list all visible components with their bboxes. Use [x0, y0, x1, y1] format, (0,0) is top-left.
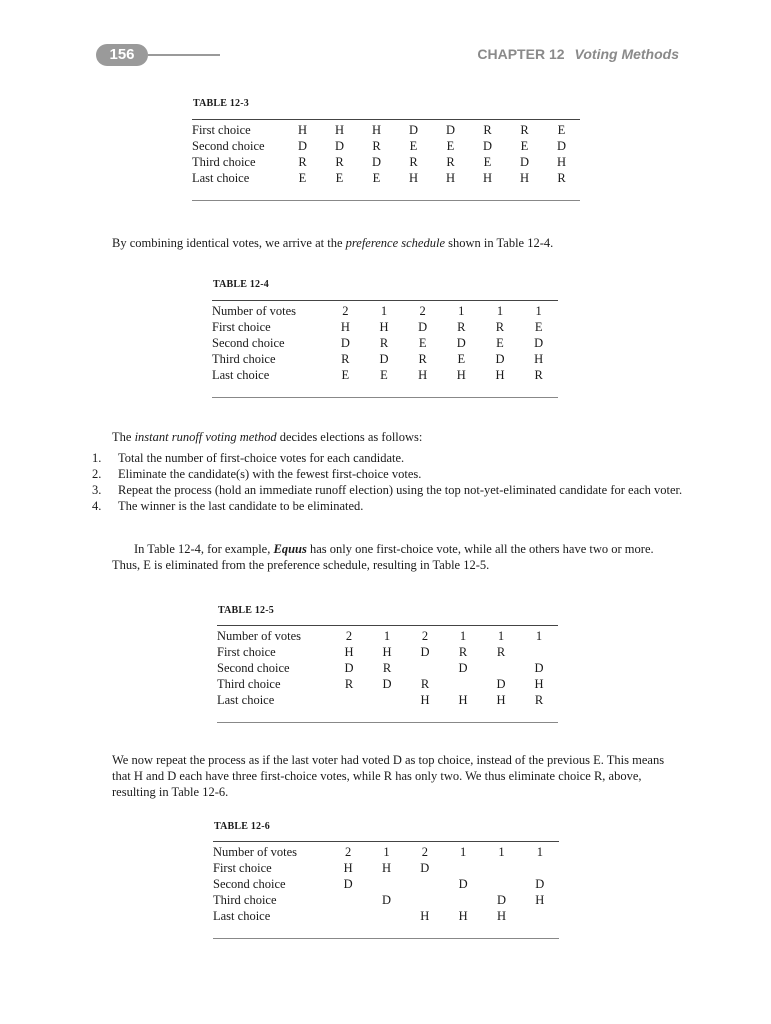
row-label: First choice — [192, 123, 251, 137]
table-row — [217, 644, 558, 660]
table-cell: 2 — [345, 845, 352, 859]
table-cell: E — [335, 171, 344, 185]
table-cell: H — [458, 909, 468, 923]
table-cell: 2 — [421, 845, 428, 859]
chapter-title: Voting Methods — [574, 46, 679, 62]
table-cell — [406, 660, 444, 676]
table-cell: D — [343, 877, 353, 891]
table-cell: R — [298, 155, 307, 169]
table-cell: D — [420, 861, 430, 875]
table-row — [212, 301, 558, 320]
list-item — [92, 466, 692, 482]
table-cell: D — [496, 893, 506, 907]
table-row — [212, 335, 558, 351]
table-cell: H — [535, 893, 545, 907]
table-cell: 2 — [419, 304, 426, 318]
table-cell: 1 — [498, 845, 505, 859]
table-cell: E — [534, 320, 543, 334]
table-cell: H — [420, 693, 430, 707]
table-cell: D — [534, 661, 544, 675]
list-item-text: The winner is the last candidate to be eliminated. — [118, 499, 364, 513]
table-cell — [406, 876, 444, 892]
table-row — [213, 876, 559, 892]
table-cell — [406, 892, 444, 908]
table-cell — [444, 676, 482, 692]
table-row — [212, 319, 558, 335]
table-cell: E — [409, 139, 418, 153]
running-header — [477, 46, 679, 62]
table-cell: R — [418, 352, 427, 366]
table-cell: R — [458, 645, 468, 659]
table-cell: D — [334, 139, 345, 153]
table-cell: R — [496, 645, 506, 659]
table-cell: D — [408, 123, 419, 137]
table-cell: D — [519, 155, 530, 169]
table-cell — [329, 892, 367, 908]
table-12-5-caption: TABLE 12-5 — [218, 605, 274, 616]
table-cell: H — [445, 171, 456, 185]
table-cell: D — [496, 677, 506, 691]
table-cell: R — [457, 320, 466, 334]
table-cell: H — [408, 171, 419, 185]
table-cell: H — [420, 909, 430, 923]
table-row — [217, 692, 558, 723]
table-cell: D — [382, 677, 392, 691]
paragraph-repeat-process: We now repeat the process as if the last voter had voted D as top choice, instead of the previous E. This means that H and D each have three first-choice votes, while R has only two. We thus eliminate choice R, above, resulting in Table 12-6. — [112, 753, 665, 799]
table-cell: R — [409, 155, 418, 169]
table-cell: H — [340, 320, 350, 334]
table-12-3 — [192, 119, 580, 201]
table-cell: D — [535, 877, 545, 891]
paragraph-preference-schedule: By combining identical votes, we arrive at the preference schedule shown in Table 12-4. — [112, 236, 554, 250]
table-cell — [482, 860, 520, 876]
row-label: Third choice — [212, 352, 276, 366]
table-row — [192, 154, 580, 170]
chapter-label: CHAPTER 12 — [477, 46, 565, 62]
table-cell — [444, 892, 482, 908]
table-row — [213, 842, 559, 861]
table-cell: R — [341, 352, 350, 366]
table-cell: R — [344, 677, 354, 691]
table-cell — [482, 660, 520, 676]
term-equus: Equus — [273, 542, 307, 556]
table-cell: 1 — [496, 304, 504, 318]
table-cell: H — [482, 171, 493, 185]
list-item-number: 1. — [92, 451, 102, 465]
table-cell: 1 — [535, 629, 543, 643]
list-item-number: 3. — [92, 483, 102, 497]
table-cell: R — [372, 139, 381, 153]
table-cell: H — [343, 861, 353, 875]
table-cell: 1 — [497, 629, 505, 643]
row-label: Last choice — [192, 171, 250, 185]
row-label: Third choice — [213, 893, 277, 907]
table-cell: R — [495, 320, 505, 334]
table-cell — [368, 692, 406, 723]
row-label: Third choice — [192, 155, 256, 169]
table-cell: 1 — [535, 304, 542, 318]
table-cell: 1 — [383, 845, 390, 859]
table-cell: H — [382, 645, 392, 659]
page-number: 156 — [96, 44, 148, 66]
list-item — [92, 498, 692, 514]
table-cell: D — [381, 893, 391, 907]
table-cell: 1 — [459, 629, 467, 643]
table-cell: H — [379, 320, 389, 334]
row-label: Number of votes — [213, 845, 298, 859]
row-label: First choice — [217, 645, 276, 659]
table-cell: E — [446, 139, 455, 153]
table-row — [213, 860, 559, 876]
table-cell: R — [446, 155, 455, 169]
table-cell: R — [534, 693, 544, 707]
table-cell: H — [371, 123, 382, 137]
row-label: Last choice — [212, 368, 270, 382]
table-row — [213, 908, 559, 939]
table-cell: H — [381, 861, 391, 875]
table-cell: H — [344, 645, 354, 659]
table-row — [192, 170, 580, 201]
table-cell: H — [519, 171, 530, 185]
table-cell — [520, 644, 558, 660]
paragraph-equus-example: In Table 12-4, for example, Equus has only one first-choice vote, while all the others have two or more. Thus, E is eliminated from the preference schedule, resulting in Table 12-5. — [112, 542, 654, 572]
table-12-4-caption: TABLE 12-4 — [213, 279, 269, 290]
table-row — [213, 892, 559, 908]
table-cell: D — [344, 661, 354, 675]
table-cell: E — [520, 139, 529, 153]
table-cell: E — [496, 336, 504, 350]
table-cell: E — [483, 155, 492, 169]
table-cell: R — [379, 336, 389, 350]
table-cell: D — [456, 336, 466, 350]
table-row — [217, 626, 558, 645]
steps-list — [92, 450, 692, 514]
row-label: First choice — [213, 861, 272, 875]
row-label: Second choice — [212, 336, 285, 350]
table-12-5 — [217, 625, 558, 723]
table-cell: R — [520, 123, 529, 137]
table-cell — [444, 860, 482, 876]
table-cell: D — [340, 336, 350, 350]
table-cell: R — [534, 368, 543, 382]
term-preference-schedule: preference schedule — [345, 236, 445, 250]
table-cell: E — [457, 352, 466, 366]
table-cell — [330, 692, 368, 723]
table-cell: R — [335, 155, 344, 169]
table-cell: 2 — [345, 629, 353, 643]
table-row — [212, 367, 558, 398]
row-label: Third choice — [217, 677, 281, 691]
table-cell: H — [458, 693, 468, 707]
table-12-6-caption: TABLE 12-6 — [214, 821, 270, 832]
row-label: First choice — [212, 320, 271, 334]
table-cell: 1 — [458, 304, 465, 318]
row-label: Last choice — [213, 909, 271, 923]
paragraph-instant-runoff: The instant runoff voting method decides elections as follows: — [112, 430, 423, 444]
table-cell: D — [482, 139, 493, 153]
list-item — [92, 482, 692, 498]
table-cell: D — [445, 123, 456, 137]
table-cell: H — [297, 123, 308, 137]
table-cell: E — [418, 336, 427, 350]
table-cell: H — [534, 677, 544, 691]
list-item — [92, 450, 692, 466]
table-cell: 2 — [342, 304, 349, 318]
table-cell — [329, 908, 367, 939]
table-cell: H — [496, 909, 506, 923]
row-label: Number of votes — [217, 629, 302, 643]
table-row — [217, 676, 558, 692]
list-item-text: Repeat the process (hold an immediate runoff election) using the top not-yet-eliminated candidate for each voter. — [118, 483, 683, 497]
table-row — [192, 138, 580, 154]
table-cell — [482, 876, 520, 892]
table-cell: 1 — [460, 845, 467, 859]
row-label: Number of votes — [212, 304, 297, 318]
table-cell: E — [557, 123, 566, 137]
table-12-4 — [212, 300, 558, 398]
row-label: Last choice — [217, 693, 275, 707]
table-cell: H — [334, 123, 345, 137]
table-cell: H — [456, 368, 466, 382]
row-label: Second choice — [192, 139, 265, 153]
table-cell: H — [556, 155, 567, 169]
table-row — [217, 660, 558, 676]
table-cell: D — [379, 352, 389, 366]
header-rule — [148, 54, 220, 56]
table-cell: H — [418, 368, 428, 382]
table-cell: H — [496, 693, 506, 707]
table-cell: R — [483, 123, 492, 137]
table-cell: R — [382, 661, 392, 675]
table-cell: D — [297, 139, 308, 153]
table-cell: 1 — [380, 304, 388, 318]
table-12-3-caption: TABLE 12-3 — [193, 98, 249, 109]
table-cell: 2 — [421, 629, 429, 643]
row-label: Second choice — [213, 877, 286, 891]
table-cell: E — [298, 171, 307, 185]
list-item-text: Eliminate the candidate(s) with the fewest first-choice votes. — [118, 467, 422, 481]
table-cell: D — [556, 139, 567, 153]
table-cell: D — [458, 661, 468, 675]
table-cell: E — [341, 368, 350, 382]
list-item-number: 2. — [92, 467, 102, 481]
list-item-text: Total the number of first-choice votes for each candidate. — [118, 451, 405, 465]
list-item-number: 4. — [92, 499, 102, 513]
table-cell: D — [534, 336, 544, 350]
table-cell — [521, 908, 559, 939]
table-cell: D — [458, 877, 468, 891]
table-12-6 — [213, 841, 559, 939]
term-instant-runoff: instant runoff voting method — [134, 430, 277, 444]
table-cell: H — [534, 352, 544, 366]
table-row — [192, 120, 580, 139]
table-cell — [367, 876, 405, 892]
row-label: Second choice — [217, 661, 290, 675]
table-cell — [367, 908, 405, 939]
table-cell: D — [418, 320, 428, 334]
table-cell: E — [372, 171, 381, 185]
table-cell: H — [495, 368, 505, 382]
table-cell: 1 — [383, 629, 391, 643]
table-cell: R — [557, 171, 566, 185]
table-cell: E — [380, 368, 388, 382]
table-cell: D — [420, 645, 430, 659]
table-row — [212, 351, 558, 367]
table-cell: D — [371, 155, 382, 169]
table-cell — [521, 860, 559, 876]
table-cell: R — [420, 677, 430, 691]
table-cell: D — [495, 352, 505, 366]
table-cell: 1 — [536, 845, 543, 859]
